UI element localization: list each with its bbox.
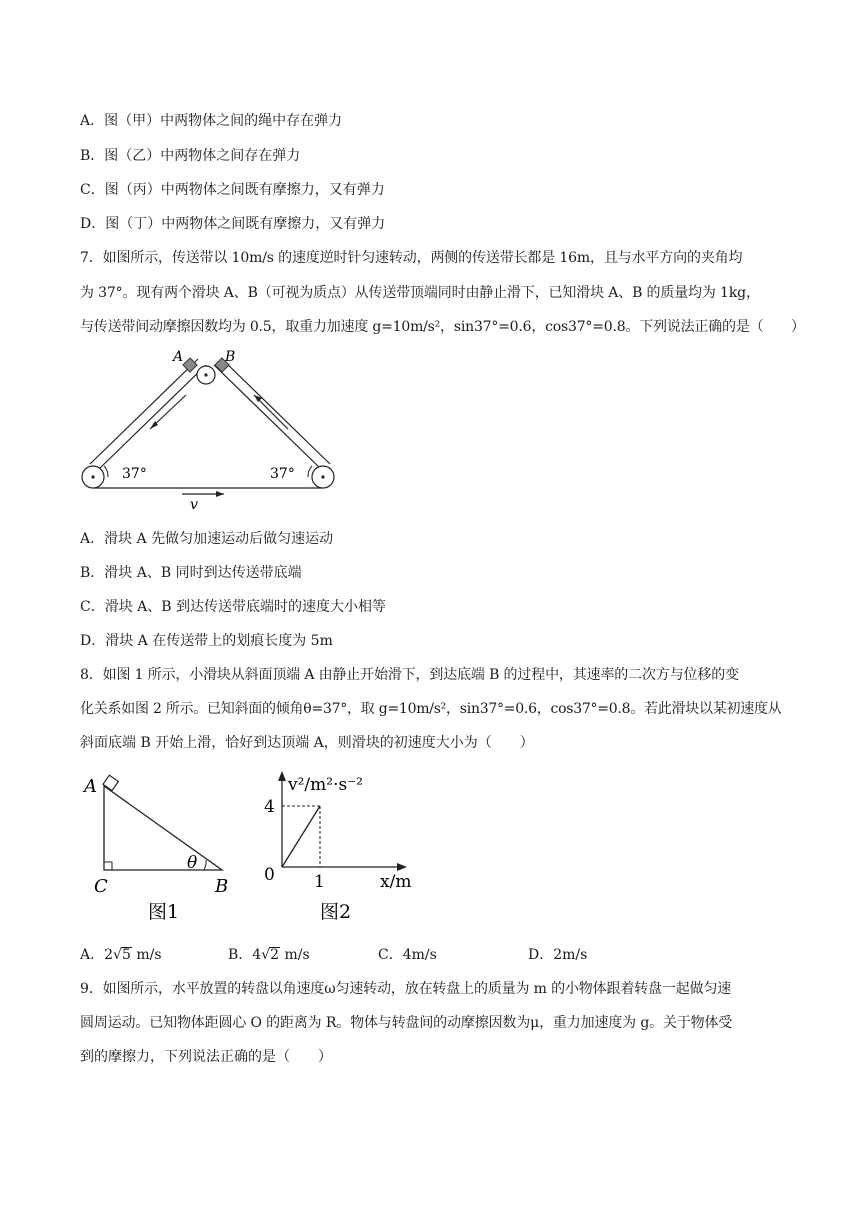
q8-option-b-root: 2 — [270, 947, 280, 963]
q8-option-a-prefix: A．2 — [80, 947, 114, 963]
q7-option-d: D．滑块 A 在传送带上的划痕长度为 5m — [80, 633, 333, 649]
q6-option-d: D．图（丁）中两物体之间既有摩擦力，又有弹力 — [80, 216, 386, 232]
x-axis-label: x/m — [380, 872, 412, 892]
q8-option-a-unit: m/s — [136, 947, 162, 963]
fig1-label-a: A — [84, 776, 97, 797]
fig1-label-theta: θ — [187, 853, 198, 873]
fig2-caption: 图2 — [320, 901, 352, 923]
q7-stem-line3: 与传送带间动摩擦因数均为 0.5，取重力加速度 g=10m/s²，sin37°=0.6，cos37°=0.8。下列说法正确的是（ ） — [80, 319, 805, 335]
block-on-top — [103, 775, 118, 790]
pulley-top — [197, 366, 215, 384]
pulley-left — [82, 466, 104, 488]
y-axis-label: v²/m²·s⁻² — [288, 775, 363, 795]
q7-option-a: A．滑块 A 先做匀加速运动后做匀速运动 — [80, 531, 334, 547]
origin-label: 0 — [264, 865, 275, 885]
label-b: B — [225, 349, 236, 365]
arrow-right-belt — [254, 395, 288, 429]
angle-right-label: 37° — [270, 466, 295, 482]
q7-conveyor-figure — [78, 345, 338, 515]
q8-stem-line2: 化关系如图 2 所示。已知斜面的倾角θ=37°，取 g=10m/s²，sin37°=0.6，cos37°=0.8。若此滑块以某初速度从 — [80, 701, 782, 717]
q8-figure1-incline — [82, 768, 242, 928]
q7-option-b: B．滑块 A、B 同时到达传送带底端 — [80, 565, 302, 581]
q6-option-b: B．图（乙）中两物体之间存在弹力 — [80, 148, 301, 164]
fig1-label-c: C — [94, 876, 108, 897]
fig1-label-b: B — [215, 876, 229, 897]
velocity-label: v — [190, 497, 198, 513]
q8-option-d: D．2m/s — [528, 947, 588, 963]
fig1-caption: 图1 — [148, 901, 180, 923]
q7-stem-line2: 为 37°。现有两个滑块 A、B（可视为质点）从传送带顶端同时由静止滑下，已知滑块 A、B 的质量均为 1kg， — [80, 285, 760, 301]
q8-option-a: A．2√5 m/s — [80, 947, 162, 963]
pulley-right — [312, 466, 334, 488]
label-a: A — [173, 349, 184, 365]
q9-stem-line1: 9．如图所示，水平放置的转盘以角速度ω匀速转动，放在转盘上的质量为 m 的小物体跟着转盘一起做匀速 — [80, 981, 732, 997]
q8-option-b-prefix: B．4 — [228, 947, 262, 963]
q8-option-a-root: 5 — [121, 947, 131, 963]
q8-figure2-graph — [258, 768, 428, 928]
q7-option-c: C．滑块 A、B 到达传送带底端时的速度大小相等 — [80, 599, 387, 615]
angle-left-label: 37° — [122, 466, 147, 482]
graph-line — [282, 806, 320, 867]
y-tick-label: 4 — [264, 797, 275, 817]
q9-stem-line3: 到的摩擦力，下列说法正确的是（ ） — [80, 1049, 332, 1065]
q6-option-a: A．图（甲）中两物体之间的绳中存在弹力 — [80, 113, 343, 129]
arrow-bottom-belt — [182, 491, 224, 497]
q9-stem-line2: 圆周运动。已知物体距圆心 O 的距离为 R。物体与转盘间的动摩擦因数为μ，重力加速度为 g。关于物体受 — [80, 1015, 733, 1031]
q8-stem-line3: 斜面底端 B 开始上滑，恰好到达顶端 A，则滑块的初速度大小为（ ） — [80, 735, 534, 751]
q7-stem-line1: 7．如图所示，传送带以 10m/s 的速度逆时针匀速转动，两侧的传送带长都是 16m，且与水平方向的夹角均 — [80, 250, 743, 266]
slider-a — [183, 358, 197, 372]
q8-option-b-unit: m/s — [284, 947, 310, 963]
x-tick-label: 1 — [314, 872, 325, 892]
q8-option-b: B．4√2 m/s — [228, 947, 310, 963]
q8-option-c: C．4m/s — [378, 947, 437, 963]
q8-stem-line1: 8．如图 1 所示，小滑块从斜面顶端 A 由静止开始滑下，到达底端 B 的过程中，其速率的二次方与位移的变 — [80, 667, 739, 683]
q6-option-c: C．图（丙）中两物体之间既有摩擦力，又有弹力 — [80, 182, 385, 198]
